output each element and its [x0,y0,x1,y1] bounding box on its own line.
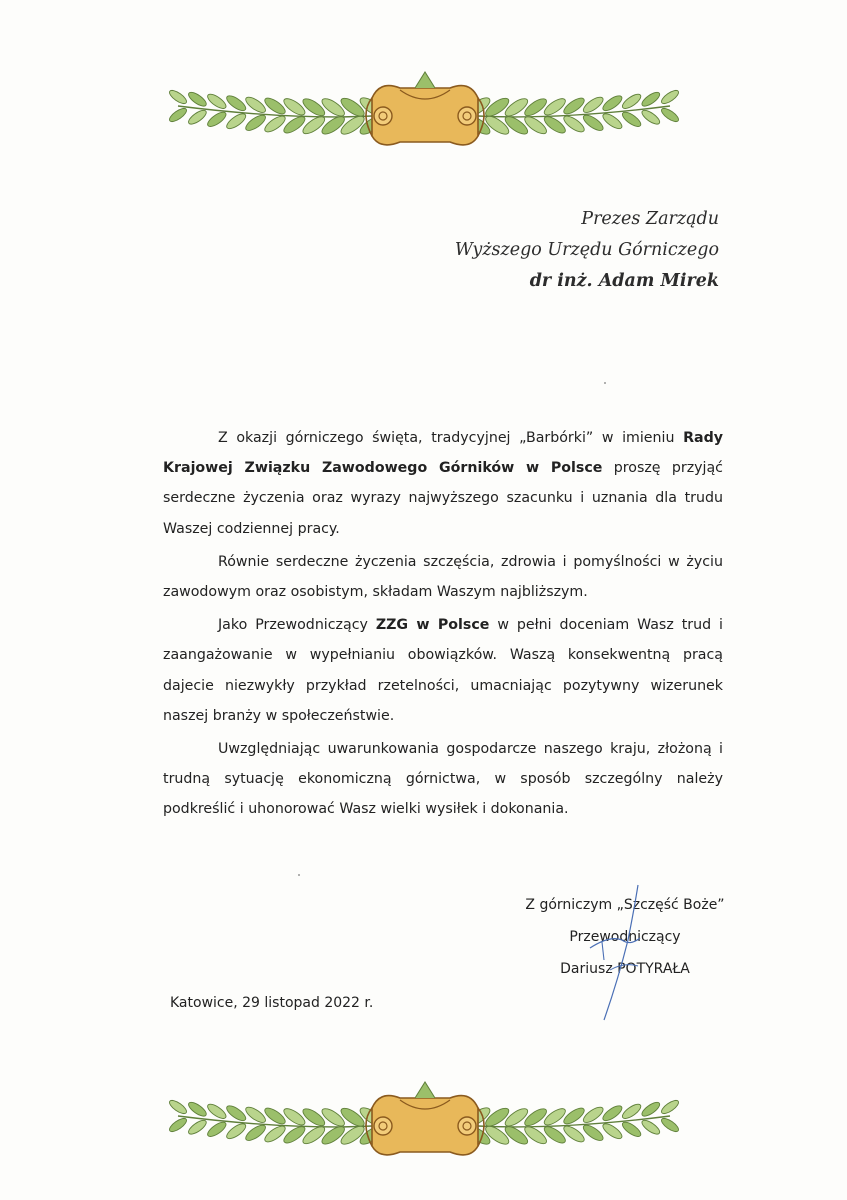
laurel-leaf [660,1098,681,1116]
date-location: Katowice, 29 listopad 2022 r. [170,995,374,1011]
scan-speck [298,874,300,876]
laurel-leaf [640,1118,662,1137]
handwritten-signature [580,880,660,1034]
laurel-leaf [660,88,681,106]
laurel-leaf [224,1121,247,1141]
paragraph-3-bold: ZZG w Polsce [375,617,490,634]
laurel-branch-left [168,88,387,138]
paragraph-1-bold: Rady Krajowej Związku Zawodowego Górników w Polsce [163,430,723,477]
laurel-leaf [620,1102,643,1121]
signature-icon [580,880,660,1030]
top-laurel-ornament [0,58,847,158]
paragraph-1-text-a: Z okazji górniczego święta, tradycyjnej „Barbórki” w imieniu [218,430,684,446]
laurel-leaf [640,90,662,109]
laurel-leaf [187,108,209,127]
addressee-block [455,204,719,297]
laurel-leaf [168,1098,189,1116]
laurel-scroll-ornament-icon [0,58,847,158]
addressee-name: dr inż. Adam Mirek [529,271,719,291]
laurel-leaf [561,1105,586,1127]
laurel-leaf [581,112,605,133]
laurel-leaf [187,90,209,109]
laurel-leaf [262,1105,287,1127]
addressee-institution: Wyższego Urzędu Górniczego [454,240,719,260]
laurel-leaf [281,1106,307,1128]
scroll-icon [366,1082,484,1155]
laurel-leaf [262,95,287,117]
laurel-leaf [224,1103,247,1123]
laurel-leaf [187,1100,209,1119]
closing-name: Dariusz POTYRAŁA [560,961,690,977]
laurel-branch-right [463,1098,680,1148]
laurel-leaf [601,93,624,113]
laurel-leaf [601,1121,624,1141]
laurel-leaf [243,112,267,133]
paragraph-3-text-b: w pełni doceniam Wasz trud i zaangażowanie w wypełnianiu obowiązków. Waszą konsekwentną pracą dajecie niezwykły przykład rzetelności, umacniając pozytywny wizerunek naszej branży w społeczeństwie. [163,617,723,724]
paragraph-2: Równie serdeczne życzenia szczęścia, zdrowia i pomyślności w życiu zawodowym oraz osobistym, składam Waszym najbliższym. [163,553,723,601]
closing-greeting: Z górniczym „Szczęść Boże” [525,897,725,913]
laurel-leaf [660,106,681,124]
laurel-leaf [620,110,643,129]
laurel-leaf [581,1104,605,1125]
scroll-icon [366,72,484,145]
laurel-leaf [281,96,307,118]
laurel-leaf [205,1120,228,1139]
laurel-leaf [581,1122,605,1143]
laurel-leaf [561,95,586,117]
closing-role: Przewodniczący [569,929,681,945]
laurel-leaf [620,92,643,111]
laurel-leaf [601,1103,624,1123]
addressee-title: Prezes Zarządu [581,209,719,229]
laurel-leaf [640,108,662,127]
laurel-leaf [660,1116,681,1134]
laurel-branch-right [463,88,680,138]
laurel-leaf [205,1102,228,1121]
letter-body [163,423,723,828]
laurel-leaf [205,110,228,129]
bottom-laurel-ornament [0,1068,847,1168]
laurel-leaf [243,1122,267,1143]
laurel-branch-left [168,1098,387,1148]
paragraph-1 [163,423,723,544]
laurel-leaf [620,1120,643,1139]
laurel-scroll-ornament-icon [0,1068,847,1168]
paragraph-3-text-a: Jako Przewodniczący [218,617,376,634]
paragraph-1-text-b: proszę przyjąć serdeczne życzenia oraz wyrazy najwyższego szacunku i uznania dla trudu Waszej codziennej pracy. [163,460,723,537]
paragraph-3 [163,610,723,731]
laurel-leaf [243,1104,267,1125]
laurel-leaf [187,1118,209,1137]
scan-speck [604,382,606,384]
laurel-leaf [601,111,624,131]
laurel-leaf [224,111,247,131]
laurel-leaf [224,93,247,113]
laurel-leaf [168,88,189,106]
laurel-leaf [168,1116,189,1134]
laurel-leaf [205,92,228,111]
laurel-leaf [243,94,267,115]
laurel-leaf [581,94,605,115]
paragraph-4: Uwzględniając uwarunkowania gospodarcze naszego kraju, złożoną i trudną sytuację ekonomiczną górnictwa, w sposób szczególny należy podkreślić i uhonorować Wasz wielki wysiłek i dokonania. [163,741,723,818]
laurel-leaf [640,1100,662,1119]
laurel-leaf [168,106,189,124]
